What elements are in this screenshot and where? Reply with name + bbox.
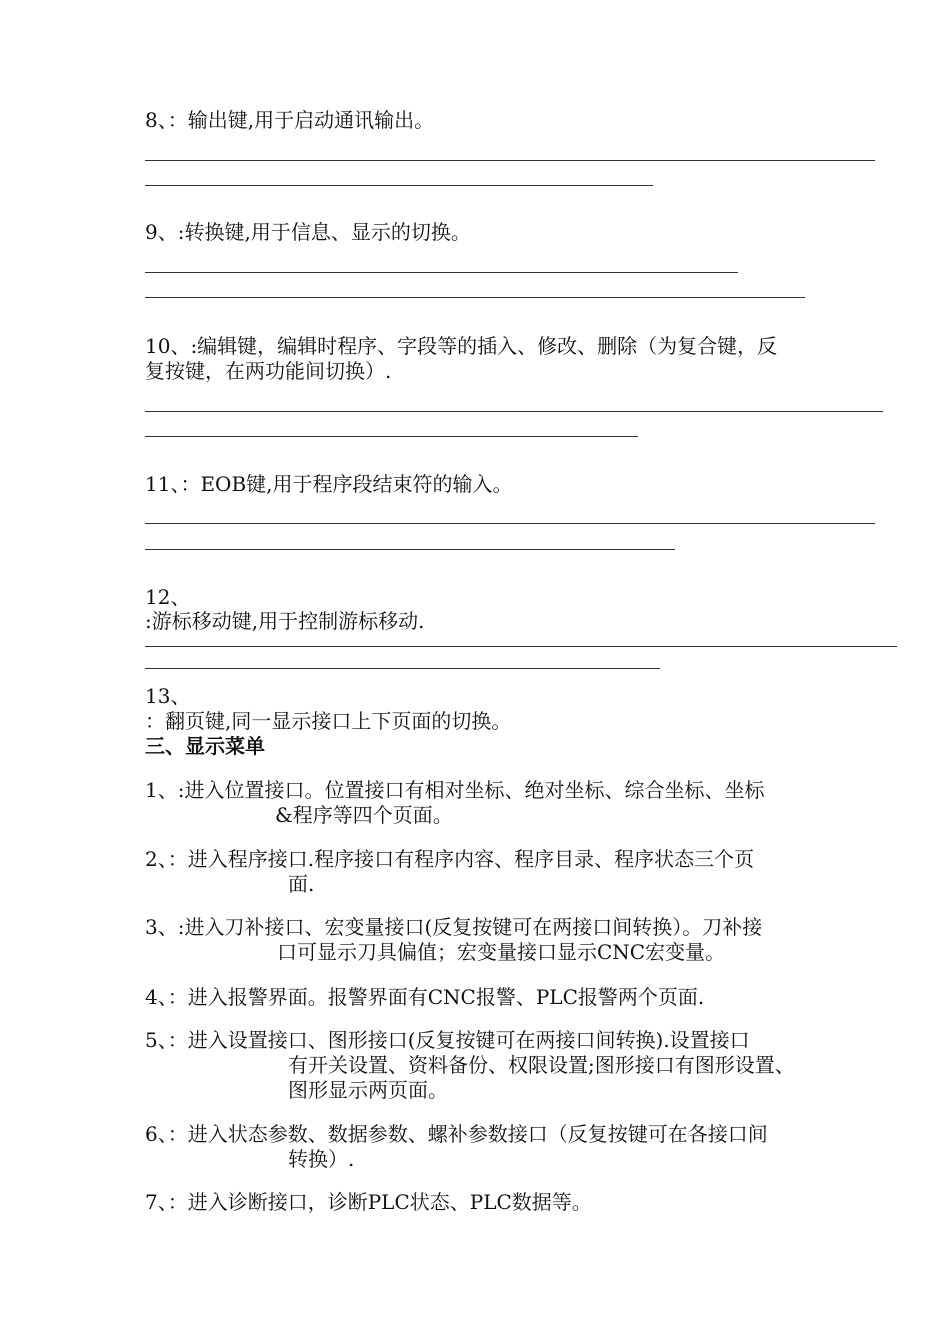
key-item-9: 9、:转换键,用于信息、显示的切换。 <box>145 220 471 244</box>
menu-item-4: 4、：进入报警界面。报警界面有CNC报警、PLC报警两个页面. <box>145 985 705 1009</box>
key-item-12-number: 12、 <box>145 585 191 609</box>
key-item-8: 8、：输出键,用于启动通讯输出。 <box>145 108 435 132</box>
menu-item-6-line2: 转换）. <box>288 1147 355 1171</box>
answer-line <box>145 160 875 161</box>
menu-item-3-line1: 3、:进入刀补接口、宏变量接口(反复按键可在两接口间转换）。刀补接 <box>145 915 763 939</box>
menu-item-3-line2: 口可显示刀具偏值；宏变量接口显示CNC宏变量。 <box>277 940 726 964</box>
menu-item-5-line3: 图形显示两页面。 <box>288 1078 448 1102</box>
key-item-10-line1: 10、:编辑键，编辑时程序、字段等的插入、修改、删除（为复合键，反 <box>145 334 778 358</box>
section-title: 三、显示菜单 <box>145 734 265 758</box>
menu-item-1-line2: &程序等四个页面。 <box>275 803 453 827</box>
key-item-11: 11、：EOB键,用于程序段结束符的输入。 <box>145 472 513 496</box>
menu-item-6-line1: 6、：进入状态参数、数据参数、螺补参数接口（反复按键可在各接口间 <box>145 1122 768 1146</box>
answer-line <box>145 297 805 298</box>
key-item-13-text: ：翻页键,同一显示接口上下页面的切换。 <box>145 709 512 733</box>
menu-item-2-line2: 面. <box>288 872 315 896</box>
answer-line <box>145 646 897 647</box>
answer-line <box>145 436 638 437</box>
answer-line <box>145 185 653 186</box>
answer-line <box>145 549 675 550</box>
menu-item-7: 7、：进入诊断接口，诊断PLC状态、PLC数据等。 <box>145 1190 592 1214</box>
answer-line <box>145 411 883 412</box>
menu-item-1-line1: 1、:进入位置接口。位置接口有相对坐标、绝对坐标、综合坐标、坐标 <box>145 778 765 802</box>
answer-line <box>145 272 738 273</box>
answer-line <box>145 668 660 669</box>
menu-item-5-line1: 5、：进入设置接口、图形接口(反复按键可在两接口间转换).设置接口 <box>145 1028 750 1052</box>
key-item-13-number: 13、 <box>145 684 191 708</box>
answer-line <box>145 523 875 524</box>
menu-item-2-line1: 2、：进入程序接口.程序接口有程序内容、程序目录、程序状态三个页 <box>145 847 755 871</box>
key-item-12-text: :游标移动键,用于控制游标移动. <box>145 609 425 633</box>
key-item-10-line2: 复按键，在两功能间切换）. <box>145 359 392 383</box>
menu-item-5-line2: 有开关设置、资料备份、权限设置;图形接口有图形设置、 <box>288 1053 795 1077</box>
